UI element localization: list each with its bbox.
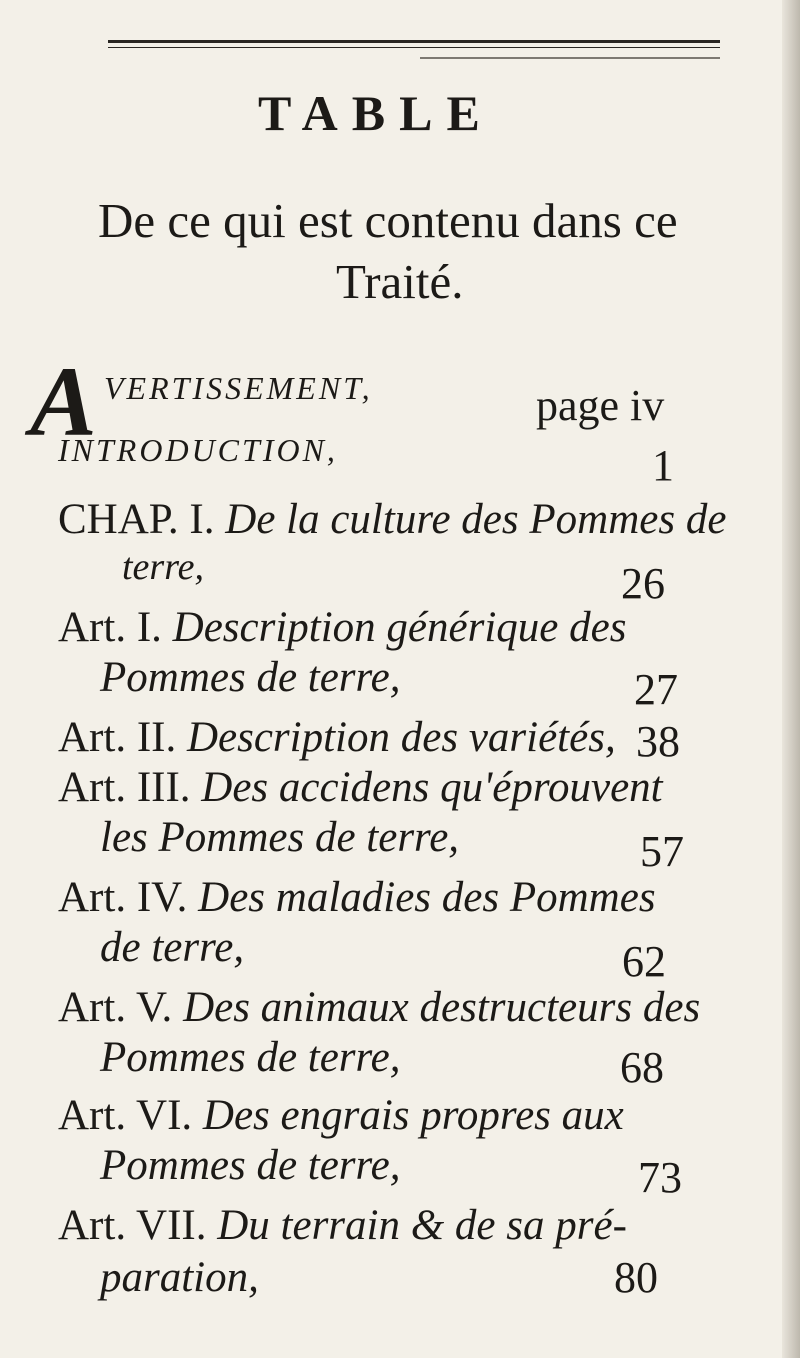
header-rule-thin — [108, 47, 720, 48]
entry-art4-page: 62 — [622, 937, 666, 986]
entry-art1 — [58, 606, 626, 649]
entry-art7 — [58, 1204, 627, 1247]
entry-art5-title: Des animaux destructeurs des — [183, 984, 701, 1031]
entry-art5-prefix: Art. V. — [58, 984, 173, 1031]
entry-chap1-page: 26 — [621, 559, 665, 608]
entry-chap1 — [58, 498, 726, 541]
page-edge-shadow — [782, 0, 800, 1358]
header-rule-fragment — [420, 57, 720, 59]
entry-art4 — [58, 876, 656, 919]
entry-art4-title-cont: de terre, — [100, 924, 245, 971]
entry-art7-title: Du terrain & de sa pré- — [217, 1202, 627, 1249]
entry-art6 — [58, 1094, 624, 1137]
subtitle-line-2: Traité. — [336, 254, 464, 309]
entry-art5-title-cont: Pommes de terre, — [100, 1034, 401, 1081]
page-label: page iv — [536, 381, 665, 430]
entry-art3-title: Des accidens qu'éprouvent — [201, 764, 663, 811]
entry-art1-title-cont: Pommes de terre, — [100, 654, 401, 701]
entry-art7-page: 80 — [614, 1253, 658, 1302]
entry-chap1-title: De la culture des Pommes de — [225, 496, 727, 543]
entry-art2 — [58, 716, 616, 759]
entry-art7-prefix: Art. VII. — [58, 1202, 207, 1249]
entry-art6-title-cont: Pommes de terre, — [100, 1142, 401, 1189]
entry-chap1-prefix: CHAP. I. — [58, 496, 215, 543]
entry-art6-title: Des engrais propres aux — [202, 1092, 624, 1139]
entry-art1-page: 27 — [634, 665, 678, 714]
entry-introduction-page: 1 — [652, 441, 674, 490]
entry-art7-title-cont: paration, — [100, 1254, 259, 1301]
entry-art2-title: Description des variétés, — [186, 714, 616, 761]
header-rule-thick — [108, 40, 720, 43]
drop-cap: A — [30, 346, 97, 457]
entry-art4-title: Des maladies des Pommes — [198, 874, 656, 921]
entry-art6-prefix: Art. VI. — [58, 1092, 193, 1139]
entry-art1-prefix: Art. I. — [58, 604, 162, 651]
entry-art2-page: 38 — [636, 717, 680, 766]
entry-art1-title: Description générique des — [172, 604, 627, 651]
entry-art3-title-cont: les Pommes de terre, — [100, 814, 460, 861]
entry-art3-page: 57 — [640, 827, 684, 876]
page-title: TABLE — [258, 85, 494, 141]
entry-chap1-title-cont: terre, — [122, 546, 204, 588]
entry-art2-prefix: Art. II. — [58, 714, 177, 761]
subtitle-line-1: De ce qui est contenu dans ce — [98, 193, 678, 248]
entry-introduction-title: INTRODUCTION, — [58, 432, 338, 468]
entry-avertissement-title: VERTISSEMENT, — [104, 370, 373, 406]
entry-art6-page: 73 — [638, 1153, 682, 1202]
entry-art5-page: 68 — [620, 1043, 664, 1092]
entry-art3-prefix: Art. III. — [58, 764, 191, 811]
entry-art4-prefix: Art. IV. — [58, 874, 188, 921]
entry-art3 — [58, 766, 663, 809]
entry-art5 — [58, 986, 700, 1029]
